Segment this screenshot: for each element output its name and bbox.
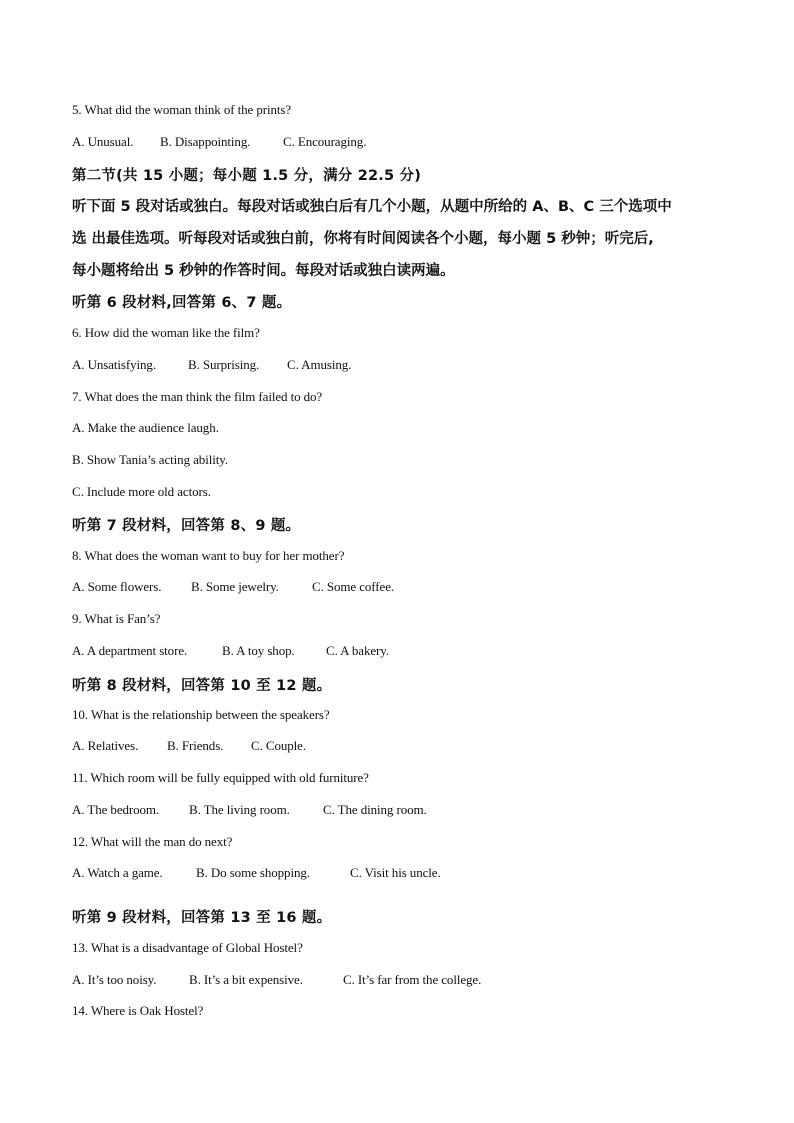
option-c: C. Some coffee. <box>312 579 395 594</box>
option-b: B. Friends. <box>167 738 224 753</box>
option-a: A. Relatives. <box>72 738 139 753</box>
option-a: A. Make the audience laugh. <box>72 420 219 435</box>
instruction-line: 每小题将给出 5 秒钟的作答时间。每段对话或独白读两遍。 <box>72 263 455 279</box>
section-instructions <box>72 191 728 287</box>
question-5: 5. What did the woman think of the prints? <box>72 102 292 117</box>
question-13-options <box>72 972 481 988</box>
option-b: B. Do some shopping. <box>196 865 310 880</box>
instruction-line: 选 出最佳选项。听每段对话或独白前，你将有时间阅读各个小题，每小题 5 秒钟；听完后, <box>72 231 654 247</box>
option-a: A. The bedroom. <box>72 802 160 817</box>
option-b: B. Show Tania’s acting ability. <box>72 452 228 467</box>
question-9: 9. What is Fan’s? <box>72 611 161 626</box>
instruction-line: 听下面 5 段对话或独白。每段对话或独白后有几个小题，从题中所给的 A、B、C 三个选项中 <box>72 199 672 215</box>
question-13: 13. What is a disadvantage of Global Hostel? <box>72 940 303 955</box>
option-b: B. Some jewelry. <box>191 579 279 594</box>
question-12-options <box>72 865 441 881</box>
option-a: A. A department store. <box>72 643 188 658</box>
option-a: A. Watch a game. <box>72 865 163 880</box>
material-heading: 听第 7 段材料，回答第 8、9 题。 <box>72 518 301 534</box>
option-b: B. Disappointing. <box>160 134 251 149</box>
question-6: 6. How did the woman like the film? <box>72 325 260 340</box>
question-10-options <box>72 738 306 754</box>
option-c: C. A bakery. <box>326 643 389 658</box>
option-c: C. The dining room. <box>323 802 427 817</box>
option-b: B. The living room. <box>189 802 290 817</box>
question-8: 8. What does the woman want to buy for her mother? <box>72 548 345 563</box>
option-c: C. Visit his uncle. <box>350 865 441 880</box>
option-a: A. Unsatisfying. <box>72 357 156 372</box>
question-5-options <box>72 134 366 150</box>
question-14: 14. Where is Oak Hostel? <box>72 1003 204 1018</box>
question-7: 7. What does the man think the film failed to do? <box>72 389 323 404</box>
material-heading: 听第 6 段材料,回答第 6、7 题。 <box>72 295 292 311</box>
question-10: 10. What is the relationship between the speakers? <box>72 707 330 722</box>
section-title: 第二节(共 15 小题；每小题 1.5 分，满分 22.5 分) <box>72 168 422 184</box>
option-c: C. Encouraging. <box>283 134 367 149</box>
question-11: 11. Which room will be fully equipped with old furniture? <box>72 770 369 785</box>
option-c: C. Include more old actors. <box>72 484 211 499</box>
option-a: A. Unusual. <box>72 134 134 149</box>
question-9-options <box>72 643 389 659</box>
question-6-options <box>72 357 351 373</box>
material-heading: 听第 8 段材料，回答第 10 至 12 题。 <box>72 678 332 694</box>
option-b: B. Surprising. <box>188 357 260 372</box>
option-a: A. It’s too noisy. <box>72 972 157 987</box>
option-c: C. It’s far from the college. <box>343 972 482 987</box>
question-12: 12. What will the man do next? <box>72 834 233 849</box>
option-b: B. It’s a bit expensive. <box>189 972 303 987</box>
question-11-options <box>72 802 427 818</box>
material-heading: 听第 9 段材料，回答第 13 至 16 题。 <box>72 910 332 926</box>
option-b: B. A toy shop. <box>222 643 295 658</box>
option-a: A. Some flowers. <box>72 579 162 594</box>
option-c: C. Couple. <box>251 738 306 753</box>
question-8-options <box>72 579 394 595</box>
option-c: C. Amusing. <box>287 357 352 372</box>
